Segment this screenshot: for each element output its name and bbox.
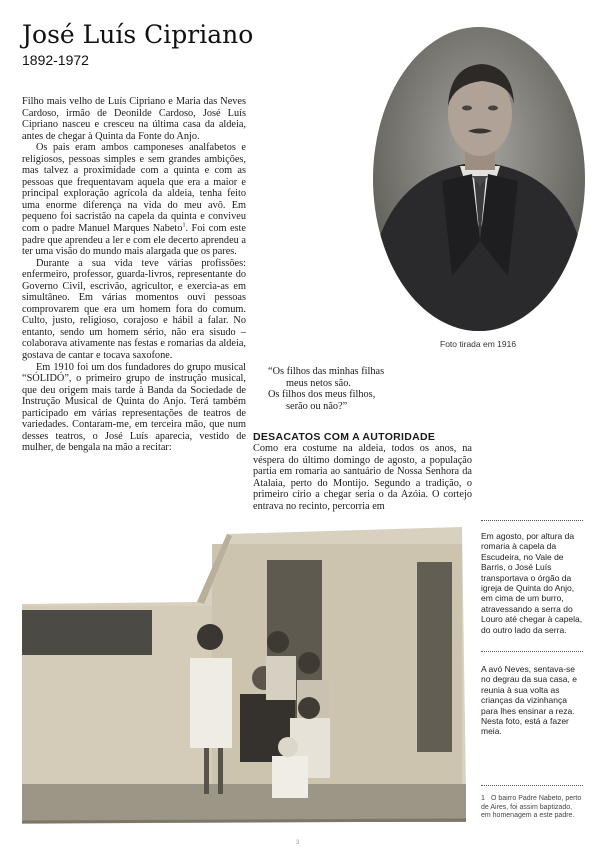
paragraph-2-part-b: . Foi com este padre que aprendeu a ler e com ele decerto aprendeu a ter uma visão do mundo mais alargada que os pares.: [22, 223, 246, 258]
portrait-caption: Foto tirada em 1916: [440, 339, 517, 349]
footnote-number: 1: [481, 795, 485, 802]
paragraph-2-part-a: Os pais eram ambos camponeses analfabetos e religiosos, pessoas simples e sem grandes ambições, mas talvez a proximidade com a quinta e com as pessoas que frequentavam aquela que era a maior e principal exploração agrícola da aldeia, tenha feito uma enorme diferença na vida do meu avô. Em pequeno foi sacristão na capela da quinta e conviveu com o padre Manuel Marques Nabeto: [22, 142, 246, 235]
life-years: 1892-1972: [22, 52, 89, 68]
section-heading: DESACATOS COM A AUTORIDADE: [253, 431, 436, 443]
page-title: José Luís Cipriano: [22, 20, 254, 49]
section-text: Como era costume na aldeia, todos os anos, na véspera do último domingo de agosto, a população partia em romaria ao santuário de Nossa Senhora da Atalaia, perto do Montijo. Segundo a tradição, o primeiro círio a chegar seria o da Azóia. O cortejo entrava no recinto, percorria em: [253, 443, 472, 512]
family-photo: [22, 522, 468, 832]
paragraph-3: Durante a sua vida teve várias profissões: enfermeiro, professor, guarda-livros, representante do Governo Civil, escrivão, agricultor, e exercia-as em simultâneo. Em várias momentos ouvi pessoas comprovarem que era um homem fora do comum. Culto, justo, religioso, corajoso e hábil a falar. No entanto, sendo um homem sério, não era sisudo – colaborava ativamente nas festas e romarias da aldeia, gostava de cantar e tocava saxofone.: [22, 257, 246, 362]
sidebar-separator-middle: [481, 651, 583, 652]
portrait-photo: [372, 26, 586, 332]
quote-line-2: meus netos são.: [286, 377, 351, 389]
quote-line-1: “Os filhos das minhas filhas: [268, 366, 385, 377]
page-number: 3: [296, 840, 300, 846]
footnote-text: O bairro Padre Nabeto, perto de Aires, foi assim baptizado, em homenagem a este padre.: [481, 795, 582, 819]
main-text-column: [22, 96, 246, 454]
paragraph-4: Em 1910 foi um dos fundadores do grupo musical “SÓLIDÓ”, o primeiro grupo de instrução musical, que deu origem mais tarde à Banda da Sociedade de Instrução Musical de Quinta do Anjo. Terá também participado em várias representações de teatros de variedades. Contaram-me, em terceira mão, que num desses teatros, o José Luís aparecia, vestido de mulher, de bengala na mão a recitar:: [22, 361, 246, 454]
quote-line-3: Os filhos dos meus filhos,: [268, 389, 376, 401]
sidebar-note-organ: Em agosto, por altura da romaria à capela da Escudeira, no Vale de Barris, o José Luís transportava o órgão da igreja de Quinta do Anjo, em cima de um burro, atravessando a serra do Louro até chegar à capela, do outro lado da serra.: [481, 531, 583, 635]
recited-quote: [268, 366, 384, 412]
quote-line-4: serão ou não?”: [286, 400, 348, 412]
paragraph-1: Filho mais velho de Luís Cipriano e Maria das Neves Cardoso, irmão de Deonilde Cardoso, José Luís Cipriano nasceu e cresceu na última casa da aldeia, antes de chegar à Quinta da Fonte do Anjo.: [22, 96, 246, 142]
paragraph-2: [22, 142, 246, 257]
sidebar-separator-top: [481, 520, 583, 521]
footnote-reference[interactable]: 1: [182, 222, 186, 229]
sidebar-note-grandmother: A avó Neves, sentava-se no degrau da sua casa, e reunia à sua volta as crianças da vizinhança para lhes ensinar a reza. Nesta foto, está a fazer meia.: [481, 664, 577, 737]
sidebar-separator-bottom: [481, 785, 583, 786]
footnote: [481, 795, 583, 821]
